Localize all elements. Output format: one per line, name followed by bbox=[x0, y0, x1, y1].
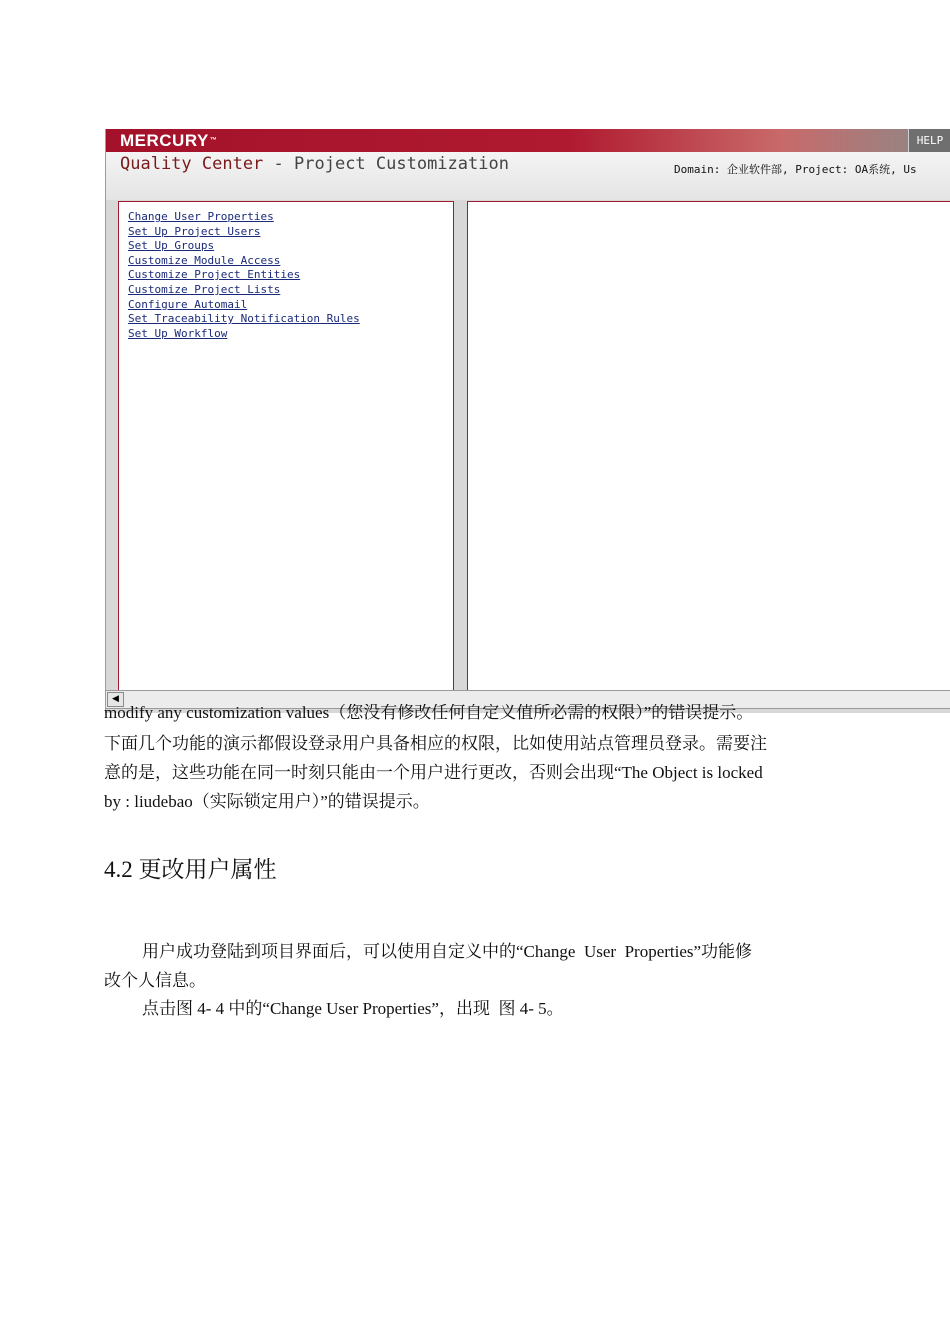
help-button[interactable]: HELP bbox=[908, 129, 950, 152]
section-heading: 4.2 更改用户属性 bbox=[104, 857, 277, 882]
paragraph-change-user-properties bbox=[104, 937, 848, 995]
domain-project-context: Domain: 企业软件部, Project: OA系统, Us bbox=[674, 163, 917, 176]
paragraph-click-instruction: 点击图 4- 4 中的“Change User Properties”，出现 图 4- 5。 bbox=[142, 999, 564, 1018]
logo-tm: ™ bbox=[209, 137, 218, 144]
para1-line2: 意的是，这些功能在同一时刻只能由一个用户进行更改，否则会出现“The Object is locked bbox=[104, 763, 763, 782]
menu-link-set-up-project-users[interactable]: Set Up Project Users bbox=[128, 224, 261, 238]
menu-link-change-user-properties[interactable]: Change User Properties bbox=[128, 210, 274, 223]
customization-menu bbox=[119, 202, 453, 340]
menu-link-customize-module-access[interactable]: Customize Module Access bbox=[128, 253, 281, 267]
paragraph-permissions bbox=[104, 729, 848, 816]
menu-link-configure-automail[interactable]: Configure Automail bbox=[128, 297, 248, 311]
menu-link-customize-project-lists[interactable]: Customize Project Lists bbox=[128, 282, 281, 296]
page-title bbox=[120, 152, 509, 176]
logo-text: MERCURY bbox=[120, 131, 209, 150]
menu-link-set-traceability-notification-rules[interactable]: Set Traceability Notification Rules bbox=[128, 312, 360, 326]
content-pane bbox=[467, 201, 950, 691]
para2-line1: 用户成功登陆到项目界面后，可以使用自定义中的“Change User Properties”功能修 bbox=[142, 942, 753, 961]
partial-text-line bbox=[104, 704, 848, 724]
menu-link-set-up-workflow[interactable]: Set Up Workflow bbox=[128, 326, 228, 340]
para2-line2: 改个人信息。 bbox=[104, 971, 206, 990]
title-main: Quality Center bbox=[120, 154, 264, 174]
partial-text: modify any customization values（您没有修改任何自定义值所必需的权限）”的错误提示。 bbox=[104, 704, 754, 722]
customization-menu-pane bbox=[118, 201, 454, 691]
title-sub: Project Customization bbox=[294, 154, 509, 174]
mercury-logo bbox=[120, 131, 217, 150]
para1-line1: 下面几个功能的演示都假设登录用户具备相应的权限，比如使用站点管理员登录。需要注 bbox=[104, 734, 767, 753]
scroll-left-arrow-icon[interactable]: ◀ bbox=[107, 692, 124, 707]
para1-line3: by : liudebao（实际锁定用户）”的错误提示。 bbox=[104, 792, 430, 811]
menu-link-set-up-groups[interactable]: Set Up Groups bbox=[128, 239, 215, 253]
qc-header bbox=[106, 152, 950, 200]
menu-link-customize-project-entities[interactable]: Customize Project Entities bbox=[128, 268, 301, 282]
qc-screenshot bbox=[105, 129, 950, 713]
title-separator: - bbox=[263, 154, 295, 174]
qc-top-bar bbox=[106, 129, 950, 152]
